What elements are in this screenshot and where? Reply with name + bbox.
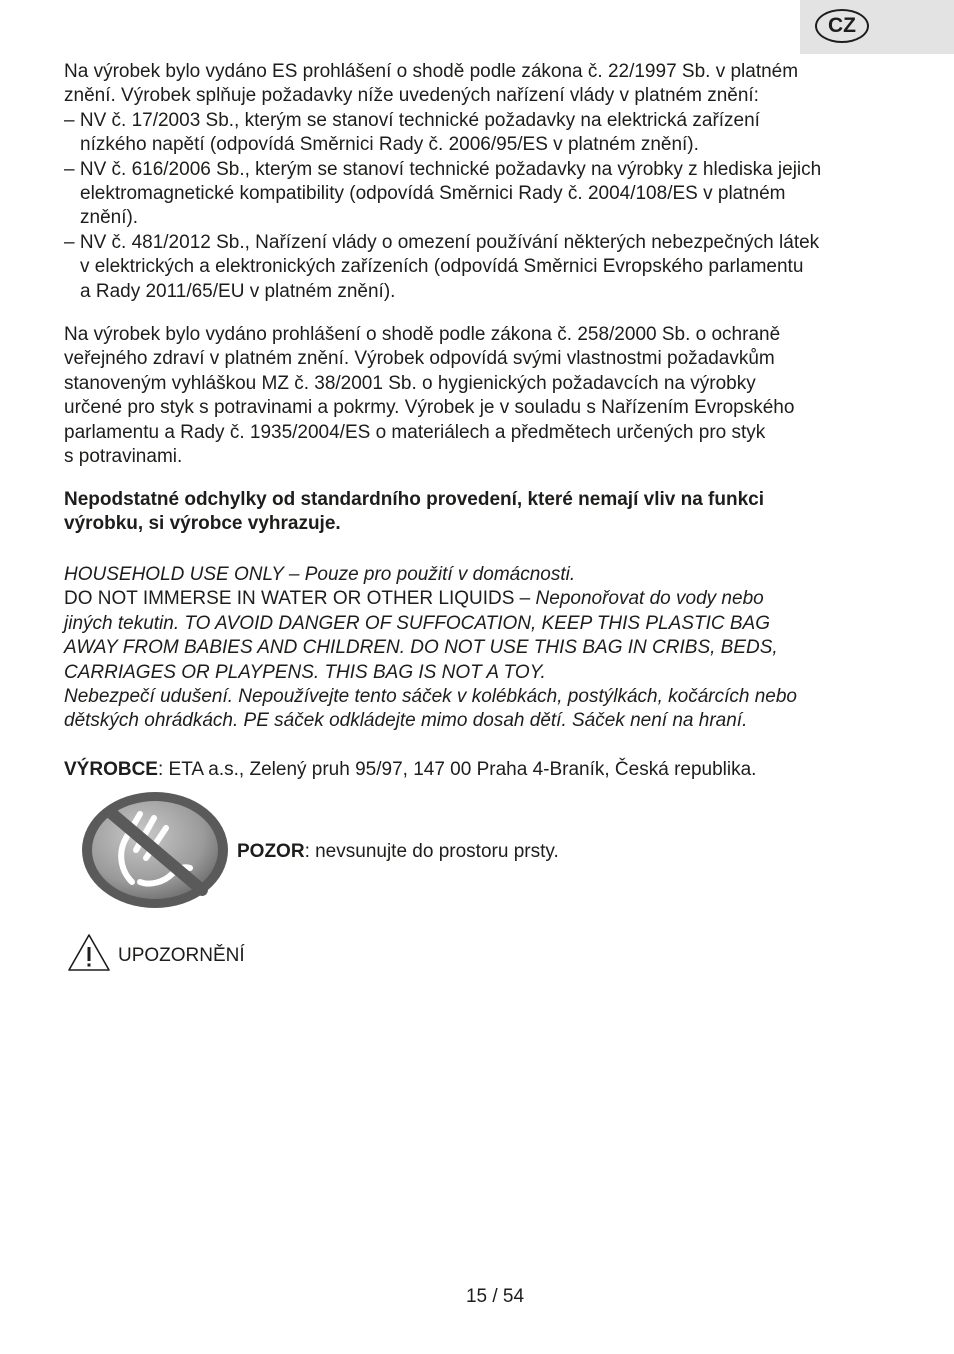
caution-label: POZOR — [237, 841, 305, 862]
list-item: – NV č. 17/2003 Sb., kterým se stanoví technické požadavky na elektrická zařízení — [64, 109, 760, 131]
warning-label: UPOZORNĚNÍ — [118, 945, 245, 966]
warning-triangle-icon — [67, 933, 111, 973]
manufacturer-label: VÝROBCE — [64, 759, 158, 780]
manufacturer-info: VÝROBCE: ETA a.s., Zelený pruh 95/97, 147 00 Praha 4-Braník, Česká republika. — [64, 759, 757, 780]
language-badge: CZ — [815, 9, 869, 43]
list-item: – NV č. 616/2006 Sb., kterým se stanoví technické požadavky na výrobky z hlediska jejich — [64, 158, 822, 180]
list-item: – NV č. 481/2012 Sb., Nařízení vlády o omezení používání některých nebezpečných látek — [64, 231, 820, 253]
health-protection-paragraph: Na výrobek bylo vydáno prohlášení o shodě podle zákona č. 258/2000 Sb. o ochraně veřejného zdraví v platném znění. Výrobek odpovídá svými vlastnostmi požadavkům stanoveným vyhláškou MZ č. 38/2001 Sb. o hygienických požadavcích na výrobky určené pro styk s potravinami a pokrmy. Výrobek je v souladu s Nařízením Evropského parlamentu a Rady č. 1935/2004/ES o materiálech a předmětech určených pro styk s potravinami. — [64, 324, 795, 468]
household-use-warning: HOUSEHOLD USE ONLY – Pouze pro použití v domácnosti. DO NOT IMMERSE IN WATER OR OTHER LIQUIDS – Neponořovat do vody nebo jiných tekutin. TO AVOID DANGER OF SUFFOCATION, KEEP THIS PLASTIC BAG AWAY FROM BABIES AND CHILDREN. DO NOT USE THIS BAG IN CRIBS, BEDS, CARRIAGES OR PLAYPENS. THIS BAG IS NOT A TOY. Nebezpečí udušení. Nepoužívejte tento sáček v kolébkách, postýlkách, kočárcích nebo dětských ohrádkách. PE sáček odkládejte mimo dosah dětí. Sáček není na hraní. — [64, 564, 797, 732]
page-number: 15 / 54 — [465, 1286, 525, 1307]
no-fingers-sign-icon — [80, 790, 230, 910]
caution-note: POZOR: nevsunujte do prostoru prsty. — [237, 841, 559, 862]
deviation-notice: Nepodstatné odchylky od standardního provedení, které nemají vliv na funkci výrobku, si výrobce vyhrazuje. — [64, 489, 764, 535]
language-tab — [800, 0, 954, 54]
conformity-declaration-paragraph: Na výrobek bylo vydáno ES prohlášení o shodě podle zákona č. 22/1997 Sb. v platném znění. Výrobek splňuje požadavky níže uvedených nařízení vlády v platném znění: – NV č. 17/2003 Sb., kterým se stanoví technické požadavky na elektrická zařízení nízkého napětí (odpovídá Směrnici Rady č. 2006/95/ES v platném znění). – NV č. 616/2006 Sb., kterým se stanoví technické požadavky na výrobky z hlediska jejich elektromagnetické kompatibility (odpovídá Směrnici Rady č. 2004/108/ES v platném znění). – NV č. 481/2012 Sb., Nařízení vlády o omezení používání některých nebezpečných látek v elektrických a elektronických zařízeních (odpovídá Směrnici Evropského parlamentu a Rady 2011/65/EU v platném znění). — [64, 60, 894, 304]
